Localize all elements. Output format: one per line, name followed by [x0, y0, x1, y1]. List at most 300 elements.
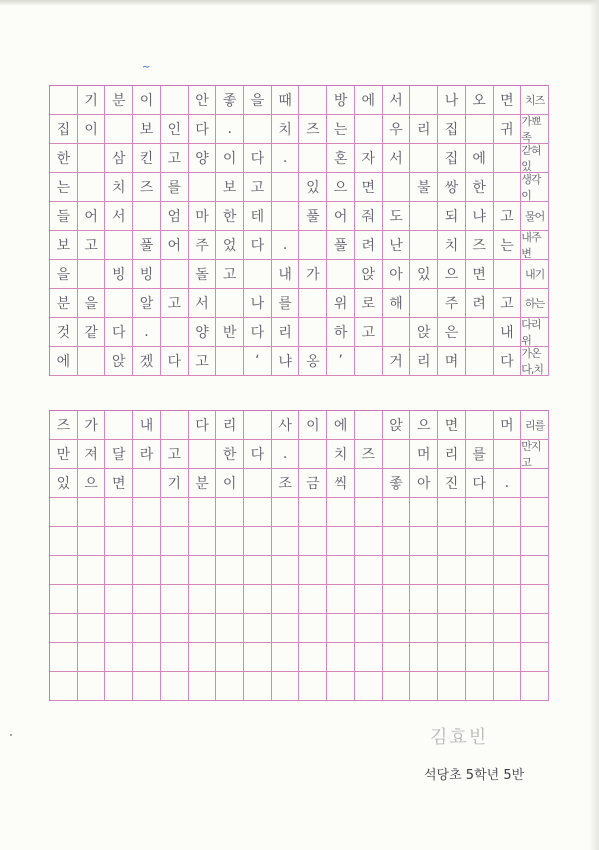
grid-cell	[244, 643, 272, 672]
grid-cell	[466, 347, 494, 376]
grid-cell	[383, 672, 411, 701]
grid-cell	[383, 585, 411, 614]
grid-cell: 우	[383, 115, 411, 144]
grid-cell: 을	[244, 86, 272, 115]
grid-cell: 갇혀있	[521, 144, 549, 173]
grid-cell: .	[272, 144, 300, 173]
grid-cell	[78, 144, 106, 173]
grid-cell: 삼	[105, 144, 133, 173]
grid-cell	[105, 556, 133, 585]
grid-cell	[410, 556, 438, 585]
grid-cell: 방	[327, 86, 355, 115]
grid-cell	[355, 469, 383, 498]
grid-cell: 좋	[216, 86, 244, 115]
grid-cell: 옹	[299, 347, 327, 376]
grid-cell: 달	[105, 440, 133, 469]
grid-cell: 내	[272, 260, 300, 289]
grid-cell	[189, 585, 217, 614]
grid-cell	[133, 202, 161, 231]
grid-cell	[410, 672, 438, 701]
grid-cell	[299, 289, 327, 318]
grid-cell	[438, 498, 466, 527]
grid-cell	[466, 318, 494, 347]
grid-cell	[521, 498, 549, 527]
grid-cell: 때	[272, 86, 300, 115]
grid-cell	[327, 614, 355, 643]
grid-cell: 같	[78, 318, 106, 347]
grid-cell	[410, 614, 438, 643]
grid-cell: 고	[78, 231, 106, 260]
grid-cell: 치	[105, 173, 133, 202]
grid-cell: 이	[299, 411, 327, 440]
grid-cell	[355, 411, 383, 440]
grid-cell	[438, 614, 466, 643]
grid-cell: 테	[244, 202, 272, 231]
grid-cell: 고	[216, 260, 244, 289]
grid-cell: 기	[78, 86, 106, 115]
grid-cell	[466, 672, 494, 701]
grid-cell	[299, 527, 327, 556]
grid-cell	[105, 585, 133, 614]
grid-cell: 풀	[327, 231, 355, 260]
grid-cell	[383, 527, 411, 556]
grid-cell	[327, 260, 355, 289]
grid-cell: 사	[272, 411, 300, 440]
grid-cell: 앉	[105, 347, 133, 376]
grid-cell: 난	[383, 231, 411, 260]
grid-cell: 보	[50, 231, 78, 260]
grid-cell	[161, 260, 189, 289]
grid-cell: 도	[383, 202, 411, 231]
grid-cell: 돌	[189, 260, 217, 289]
grid-cell	[189, 173, 217, 202]
grid-cell: 내	[494, 318, 522, 347]
grid-cell	[272, 498, 300, 527]
grid-cell: 리	[216, 411, 244, 440]
grid-cell: 조	[272, 469, 300, 498]
grid-cell	[244, 469, 272, 498]
grid-cell	[50, 527, 78, 556]
grid-cell	[466, 585, 494, 614]
grid-cell	[50, 672, 78, 701]
grid-cell	[78, 643, 106, 672]
grid-cell	[299, 144, 327, 173]
grid-cell: 치	[438, 231, 466, 260]
grid-cell	[383, 318, 411, 347]
grid-cell	[494, 440, 522, 469]
grid-cell: 면	[355, 173, 383, 202]
grid-cell	[161, 585, 189, 614]
grid-cell	[494, 672, 522, 701]
grid-cell: 즈	[299, 115, 327, 144]
grid-cell	[105, 289, 133, 318]
grid-cell: 으	[438, 260, 466, 289]
grid-cell	[466, 115, 494, 144]
grid-cell	[216, 498, 244, 527]
grid-cell: 금	[299, 469, 327, 498]
grid-cell: 되	[438, 202, 466, 231]
grid-cell: 는	[494, 231, 522, 260]
grid-cell: 마	[189, 202, 217, 231]
grid-cell: 만	[50, 440, 78, 469]
grid-cell	[105, 498, 133, 527]
grid-cell	[521, 585, 549, 614]
grid-cell: 귀	[494, 115, 522, 144]
manuscript-grid-bottom	[49, 410, 549, 701]
grid-cell	[299, 86, 327, 115]
grid-cell: 는	[50, 173, 78, 202]
grid-cell	[494, 556, 522, 585]
grid-cell	[105, 231, 133, 260]
grid-cell	[466, 614, 494, 643]
grid-cell	[355, 527, 383, 556]
grid-cell	[78, 260, 106, 289]
grid-cell: 머	[410, 440, 438, 469]
grid-cell	[521, 614, 549, 643]
grid-cell: 를	[272, 289, 300, 318]
grid-cell: 으	[410, 411, 438, 440]
grid-cell: 즈	[466, 231, 494, 260]
grid-cell	[78, 527, 106, 556]
grid-cell	[299, 318, 327, 347]
grid-cell	[105, 672, 133, 701]
grid-cell	[189, 614, 217, 643]
grid-cell: 며	[438, 347, 466, 376]
grid-cell: 있	[410, 260, 438, 289]
grid-cell	[438, 527, 466, 556]
grid-cell: 진	[438, 469, 466, 498]
grid-cell	[216, 527, 244, 556]
grid-cell	[161, 318, 189, 347]
grid-cell	[78, 585, 106, 614]
grid-cell	[216, 347, 244, 376]
grid-cell: 고	[494, 289, 522, 318]
grid-cell: 생각이	[521, 173, 549, 202]
grid-cell	[216, 585, 244, 614]
grid-cell: 알	[133, 289, 161, 318]
grid-cell: 고	[494, 202, 522, 231]
grid-cell	[133, 556, 161, 585]
grid-cell	[133, 498, 161, 527]
grid-cell: 면	[105, 469, 133, 498]
grid-cell	[50, 86, 78, 115]
grid-cell: 이	[216, 469, 244, 498]
grid-cell	[355, 347, 383, 376]
grid-cell: 양	[189, 144, 217, 173]
grid-cell: 리	[410, 115, 438, 144]
grid-cell	[383, 643, 411, 672]
grid-cell: 인	[161, 115, 189, 144]
grid-cell	[272, 643, 300, 672]
grid-cell: 라	[133, 440, 161, 469]
grid-cell: 냐	[272, 347, 300, 376]
grid-cell: 집	[438, 144, 466, 173]
grid-cell	[521, 643, 549, 672]
grid-cell: 져	[78, 440, 106, 469]
grid-cell	[494, 173, 522, 202]
grid-cell: 주	[189, 231, 217, 260]
grid-cell	[299, 556, 327, 585]
grid-cell	[105, 411, 133, 440]
grid-cell: 보	[216, 173, 244, 202]
grid-cell	[216, 289, 244, 318]
grid-cell: 거	[383, 347, 411, 376]
grid-cell: 한	[50, 144, 78, 173]
grid-cell	[105, 527, 133, 556]
grid-cell: 물어	[521, 202, 549, 231]
grid-cell: 다리위	[521, 318, 549, 347]
grid-cell	[466, 643, 494, 672]
grid-cell	[521, 469, 549, 498]
grid-cell: 집	[50, 115, 78, 144]
grid-cell: 위	[327, 289, 355, 318]
grid-cell	[299, 498, 327, 527]
grid-cell	[494, 585, 522, 614]
grid-cell: 줘	[355, 202, 383, 231]
grid-cell: 가	[299, 260, 327, 289]
grid-cell: 에	[327, 411, 355, 440]
grid-cell: 에	[466, 144, 494, 173]
grid-cell: 다	[105, 318, 133, 347]
school-class-label: 석당초 5학년 5반	[424, 768, 525, 783]
grid-cell	[299, 231, 327, 260]
grid-cell	[50, 614, 78, 643]
grid-cell	[272, 585, 300, 614]
grid-cell: 려	[355, 231, 383, 260]
grid-cell	[244, 115, 272, 144]
grid-cell: 서	[383, 86, 411, 115]
grid-cell: 를	[466, 440, 494, 469]
grid-cell	[50, 556, 78, 585]
grid-cell: 고	[161, 144, 189, 173]
grid-cell	[244, 260, 272, 289]
grid-cell: ‘	[244, 347, 272, 376]
grid-cell: 어	[161, 231, 189, 260]
grid-cell: 다	[244, 231, 272, 260]
grid-cell	[383, 614, 411, 643]
grid-cell	[216, 672, 244, 701]
grid-cell	[410, 527, 438, 556]
grid-cell	[189, 643, 217, 672]
grid-cell: 이	[216, 144, 244, 173]
grid-cell: 나	[438, 86, 466, 115]
grid-cell: 씩	[327, 469, 355, 498]
grid-cell	[355, 672, 383, 701]
grid-cell: 즈	[50, 411, 78, 440]
grid-cell	[161, 643, 189, 672]
margin-dot	[10, 734, 12, 736]
grid-cell	[466, 527, 494, 556]
grid-cell: 양	[189, 318, 217, 347]
grid-cell	[438, 672, 466, 701]
grid-cell: 킨	[133, 144, 161, 173]
grid-cell: 있	[299, 173, 327, 202]
grid-cell	[299, 614, 327, 643]
grid-cell: 것	[50, 318, 78, 347]
grid-cell	[216, 614, 244, 643]
grid-cell	[161, 86, 189, 115]
grid-cell: 다	[161, 347, 189, 376]
grid-cell	[327, 527, 355, 556]
grid-cell	[244, 556, 272, 585]
student-name: 김효빈	[430, 727, 489, 748]
grid-cell	[383, 440, 411, 469]
grid-cell	[78, 672, 106, 701]
grid-cell: .	[133, 318, 161, 347]
grid-cell: 겠	[133, 347, 161, 376]
grid-cell	[466, 498, 494, 527]
grid-cell	[133, 643, 161, 672]
grid-cell: 엄	[161, 202, 189, 231]
grid-cell	[244, 411, 272, 440]
grid-cell	[161, 556, 189, 585]
grid-cell: 아	[383, 260, 411, 289]
grid-cell: 다	[494, 347, 522, 376]
grid-cell	[272, 614, 300, 643]
grid-cell: 리	[272, 318, 300, 347]
grid-cell: 자	[355, 144, 383, 173]
grid-cell	[466, 556, 494, 585]
grid-cell: 치	[327, 440, 355, 469]
grid-cell	[50, 585, 78, 614]
grid-cell: 는	[327, 115, 355, 144]
grid-cell: 를	[161, 173, 189, 202]
grid-cell	[244, 614, 272, 643]
grid-cell: 고	[244, 173, 272, 202]
grid-cell: 풀	[299, 202, 327, 231]
grid-cell: 해	[383, 289, 411, 318]
grid-cell	[189, 556, 217, 585]
grid-cell: 머	[494, 411, 522, 440]
grid-cell: 쌍	[438, 173, 466, 202]
grid-cell	[272, 173, 300, 202]
grid-cell	[383, 556, 411, 585]
grid-cell	[327, 672, 355, 701]
grid-cell: 리를	[521, 411, 549, 440]
grid-cell: 냐	[466, 202, 494, 231]
grid-cell: 은	[438, 318, 466, 347]
manuscript-grid-top	[49, 85, 549, 376]
grid-cell	[78, 556, 106, 585]
grid-cell: 빙	[105, 260, 133, 289]
grid-cell: 이	[133, 86, 161, 115]
grid-cell: 보	[133, 115, 161, 144]
grid-cell: 어	[78, 202, 106, 231]
grid-cell: 에	[50, 347, 78, 376]
grid-cell: 서	[105, 202, 133, 231]
grid-cell: 빙	[133, 260, 161, 289]
grid-cell	[244, 585, 272, 614]
grid-cell	[410, 86, 438, 115]
grid-cell	[355, 115, 383, 144]
grid-cell	[494, 498, 522, 527]
grid-cell: 이	[78, 115, 106, 144]
grid-cell	[355, 498, 383, 527]
grid-cell: 반	[216, 318, 244, 347]
grid-cell: 면	[466, 260, 494, 289]
grid-cell	[383, 498, 411, 527]
grid-cell: 서	[189, 289, 217, 318]
grid-cell	[189, 672, 217, 701]
grid-cell	[133, 672, 161, 701]
grid-cell: 집	[438, 115, 466, 144]
grid-cell	[161, 672, 189, 701]
grid-cell	[355, 585, 383, 614]
grid-cell: 다	[189, 115, 217, 144]
grid-cell	[133, 469, 161, 498]
grid-cell: 을	[50, 260, 78, 289]
grid-cell: 하	[327, 318, 355, 347]
grid-cell: 가	[78, 411, 106, 440]
grid-cell	[78, 347, 106, 376]
grid-cell: 가온다,치	[521, 347, 549, 376]
grid-cell	[494, 614, 522, 643]
grid-cell	[78, 614, 106, 643]
grid-cell: 려	[466, 289, 494, 318]
grid-cell	[355, 614, 383, 643]
grid-cell: 치즈	[521, 86, 549, 115]
grid-cell	[161, 411, 189, 440]
grid-cell	[521, 556, 549, 585]
grid-cell: 다	[244, 440, 272, 469]
grid-cell: 서	[383, 144, 411, 173]
grid-cell: 다	[189, 411, 217, 440]
grid-cell	[299, 585, 327, 614]
pen-mark: ~	[142, 62, 151, 73]
grid-cell	[161, 498, 189, 527]
grid-cell	[105, 115, 133, 144]
grid-cell	[272, 672, 300, 701]
grid-cell: 즈	[355, 440, 383, 469]
grid-cell	[189, 440, 217, 469]
paper-top-shadow	[0, 0, 599, 6]
grid-cell: 풀	[133, 231, 161, 260]
grid-cell: 내	[133, 411, 161, 440]
grid-cell: 분	[189, 469, 217, 498]
grid-cell: 한	[216, 440, 244, 469]
grid-cell	[216, 556, 244, 585]
grid-cell: 있	[50, 469, 78, 498]
grid-cell	[272, 202, 300, 231]
grid-cell	[327, 585, 355, 614]
grid-cell	[189, 498, 217, 527]
grid-cell: 앉	[355, 260, 383, 289]
grid-cell: 에	[355, 86, 383, 115]
grid-cell	[216, 643, 244, 672]
grid-cell	[299, 643, 327, 672]
grid-cell: 나	[244, 289, 272, 318]
grid-cell	[244, 527, 272, 556]
grid-cell	[299, 672, 327, 701]
grid-cell	[272, 527, 300, 556]
grid-cell	[438, 643, 466, 672]
grid-cell: 좋	[383, 469, 411, 498]
grid-cell	[50, 498, 78, 527]
grid-cell	[438, 556, 466, 585]
grid-cell: 고	[355, 318, 383, 347]
grid-cell: 면	[494, 86, 522, 115]
grid-cell	[105, 643, 133, 672]
grid-cell	[189, 527, 217, 556]
grid-cell: 한	[466, 173, 494, 202]
grid-cell: 로	[355, 289, 383, 318]
grid-cell: 기	[161, 469, 189, 498]
grid-cell: 으	[78, 469, 106, 498]
grid-cell	[161, 527, 189, 556]
grid-cell: 고	[161, 289, 189, 318]
grid-cell	[244, 498, 272, 527]
grid-cell	[410, 289, 438, 318]
